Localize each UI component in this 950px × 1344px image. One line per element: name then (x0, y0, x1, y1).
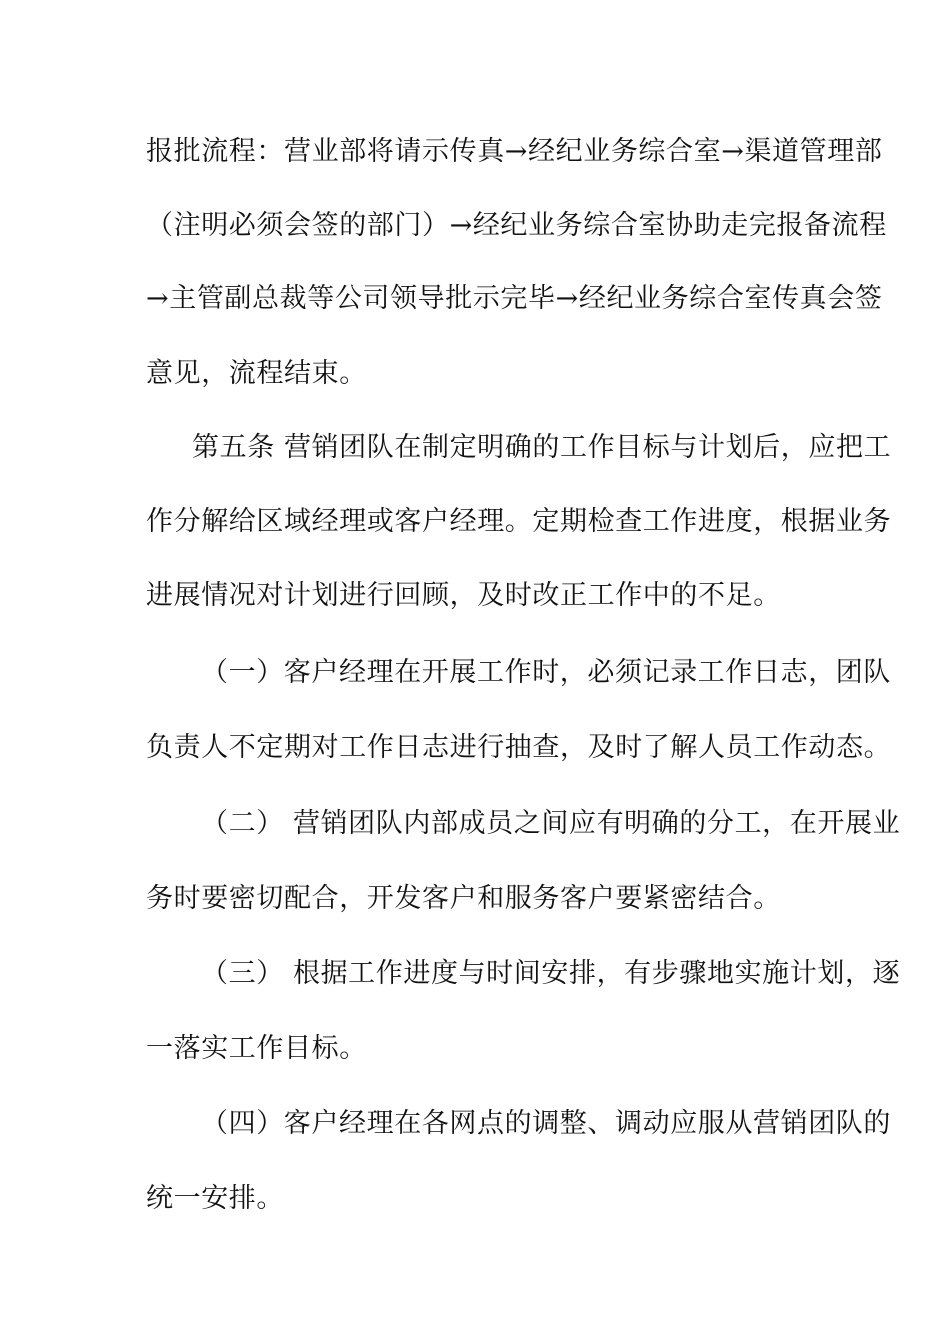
text-line-12: （三） 根据工作进度与时间安排，有步骤地实施计划，逐 (201, 958, 901, 989)
text-line-4: 意见，流程结束。 (146, 358, 367, 389)
text-line-9: 负责人不定期对工作日志进行抽查，及时了解人员工作动态。 (146, 732, 892, 763)
text-line-14: （四）客户经理在各网点的调整、调动应服从营销团队的 (201, 1108, 891, 1139)
text-line-5: 第五条 营销团队在制定明确的工作目标与计划后，应把工 (192, 432, 892, 463)
text-line-3: →主管副总裁等公司领导批示完毕→经纪业务综合室传真会签 (146, 283, 883, 314)
text-line-7: 进展情况对计划进行回顾，及时改正工作中的不足。 (146, 580, 781, 611)
text-line-15: 统一安排。 (146, 1183, 284, 1214)
text-line-8: （一）客户经理在开展工作时，必须记录工作日志，团队 (201, 657, 891, 688)
text-line-10: （二） 营销团队内部成员之间应有明确的分工，在开展业 (201, 808, 901, 839)
text-line-13: 一落实工作目标。 (146, 1033, 367, 1064)
text-line-2: （注明必须会签的部门）→经纪业务综合室协助走完报备流程 (146, 210, 887, 241)
text-line-6: 作分解给区域经理或客户经理。定期检查工作进度，根据业务 (146, 506, 892, 537)
text-line-11: 务时要密切配合，开发客户和服务客户要紧密结合。 (146, 883, 781, 914)
text-line-1: 报批流程：营业部将请示传真→经纪业务综合室→渠道管理部 (146, 136, 883, 167)
